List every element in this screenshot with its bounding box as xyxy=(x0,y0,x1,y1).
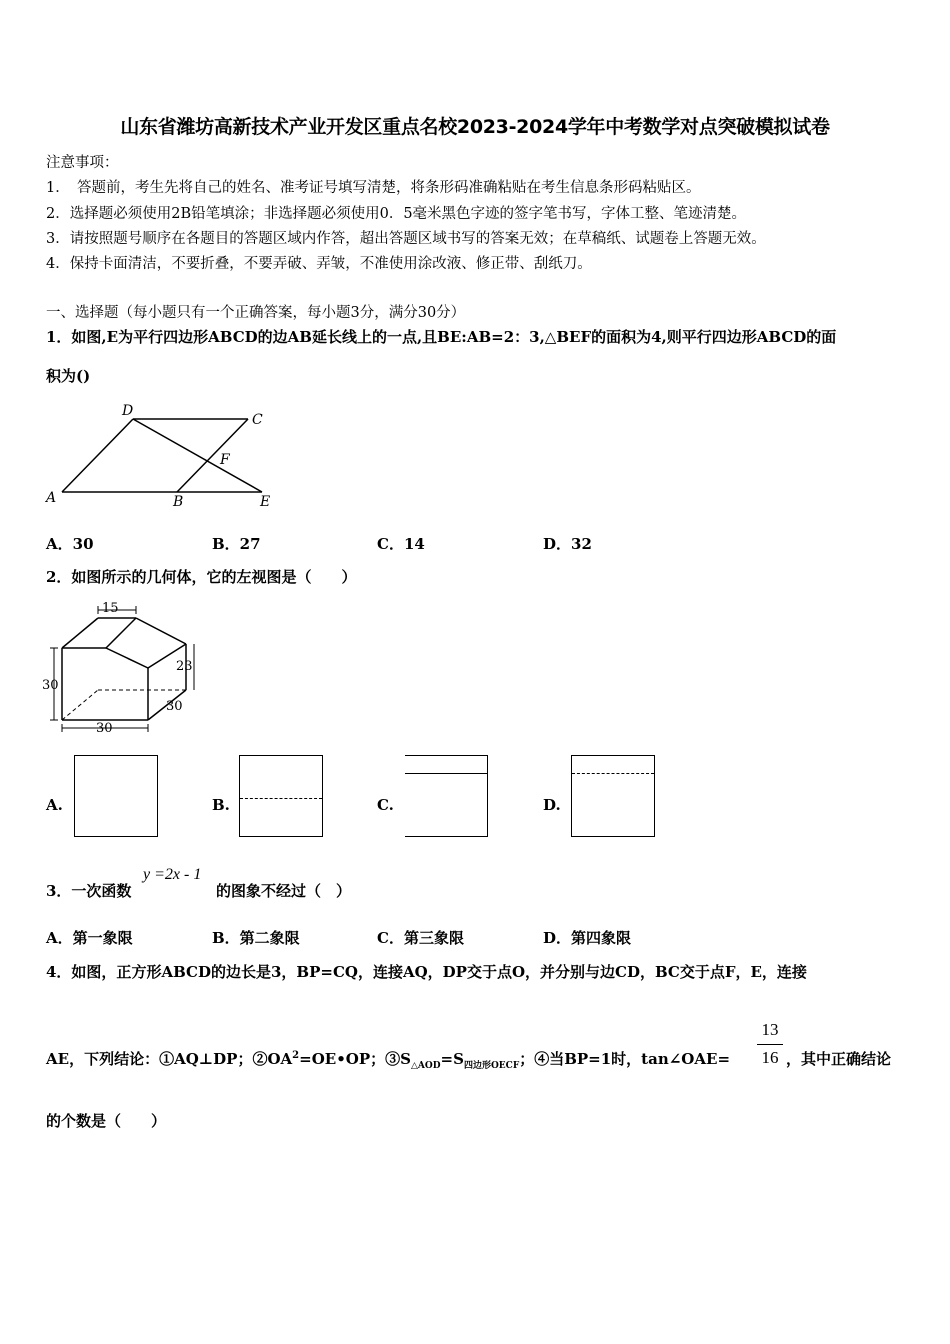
question-4-text-cont xyxy=(46,1048,730,1071)
option-a: A．30 xyxy=(46,535,94,553)
superscript: 2 xyxy=(292,1050,300,1061)
dim-left: 30 xyxy=(42,678,59,693)
option-d: D．32 xyxy=(543,535,592,553)
dim-depth: 30 xyxy=(166,699,183,714)
question-1-text-cont: 积为() xyxy=(46,367,91,385)
option-b: B．27 xyxy=(212,535,261,553)
label-B: B xyxy=(173,494,184,510)
dashed-line xyxy=(240,798,322,799)
view-option-d xyxy=(571,755,655,837)
label-A: A xyxy=(46,490,57,506)
fraction-denominator: 16 xyxy=(761,1048,779,1067)
label-E: E xyxy=(260,494,271,510)
label-C: C xyxy=(252,412,263,428)
view-option-a xyxy=(74,755,158,837)
solid-line xyxy=(405,773,487,774)
label-D: D xyxy=(122,403,134,419)
notice-item: 3．请按照题号顺序在各题目的答题区域内作答，超出答题区域书写的答案无效；在草稿纸、试题卷上答题无效。 xyxy=(46,231,766,247)
option-c: C. xyxy=(377,796,394,814)
formula: y =2x - 1 xyxy=(143,866,202,883)
subscript: 四边形OECF xyxy=(463,1061,520,1071)
dashed-line xyxy=(572,773,654,774)
question-3-text: 3．一次函数 xyxy=(46,882,132,900)
option-b: B．第二象限 xyxy=(212,929,300,947)
notice-item: 1． 答题前，考生先将自己的姓名、准考证号填写清楚，将条形码准确粘贴在考生信息条形码粘贴区。 xyxy=(46,180,701,196)
q4-part: AE，下列结论：①AQ⊥DP；②OA xyxy=(46,1050,293,1068)
label-F: F xyxy=(220,452,230,468)
q4-part: =S xyxy=(440,1050,464,1068)
dim-bottom: 30 xyxy=(96,721,113,736)
notice-item: 2．选择题必须使用2B铅笔填涂；非选择题必须使用0．5毫米黑色字迹的签字笔书写，字体工整、笔迹清楚。 xyxy=(46,206,747,222)
question-2-text: 2．如图所示的几何体，它的左视图是（ ） xyxy=(46,568,357,586)
q4-part: ；④当BP=1时，tan∠OAE= xyxy=(519,1050,731,1068)
question-3-text-cont: 的图象不经过（ ） xyxy=(216,882,352,900)
option-c: C．14 xyxy=(377,535,425,553)
page-title: 山东省潍坊高新技术产业开发区重点名校2023-2024学年中考数学对点突破模拟试卷 xyxy=(120,116,830,138)
parallelogram-figure xyxy=(40,400,285,515)
view-option-c xyxy=(405,755,488,837)
question-1-text: 1．如图,E为平行四边形ABCD的边AB延长线上的一点,且BE:AB=2：3,△BEF的面积为4,则平行四边形ABCD的面 xyxy=(46,328,837,346)
option-a: A．第一象限 xyxy=(46,929,133,947)
option-d: D．第四象限 xyxy=(543,929,632,947)
q4-part: =OE•OP；③S xyxy=(299,1050,411,1068)
subscript: △AOD xyxy=(410,1061,441,1071)
question-4-text-end: ，其中正确结论 xyxy=(786,1050,892,1068)
option-a: A. xyxy=(46,796,63,814)
fraction-bar xyxy=(757,1044,783,1045)
option-c: C．第三象限 xyxy=(377,929,464,947)
option-d: D. xyxy=(543,796,561,814)
dim-right: 23 xyxy=(176,659,193,674)
notice-heading: 注意事项： xyxy=(46,155,119,171)
view-option-b xyxy=(239,755,323,837)
question-4-text: 4．如图，正方形ABCD的边长是3，BP=CQ，连接AQ，DP交于点O，并分别与边CD，BC交于点F，E，连接 xyxy=(46,963,807,981)
question-4-text-last: 的个数是（ ） xyxy=(46,1112,167,1130)
dim-top: 15 xyxy=(102,601,119,616)
fraction-numerator: 13 xyxy=(761,1020,779,1039)
notice-item: 4．保持卡面清洁，不要折叠，不要弄破、弄皱，不准使用涂改液、修正带、刮纸刀。 xyxy=(46,256,592,272)
option-b: B. xyxy=(212,796,230,814)
section-heading: 一、选择题（每小题只有一个正确答案，每小题3分，满分30分） xyxy=(46,305,466,321)
solid-figure xyxy=(40,598,200,738)
